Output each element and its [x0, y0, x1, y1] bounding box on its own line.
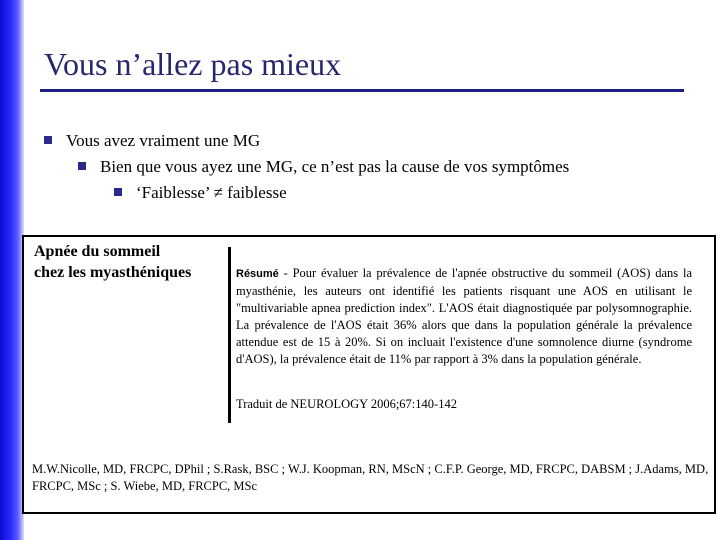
- authors-list: M.W.Nicolle, MD, FRCPC, DPhil ; S.Rask, BSC ; W.J. Koopman, RN, MScN ; C.F.P. George, MD, FRCPC, DABSM ; J.Adams, MD, FRCPC, MSc ; S. Wiebe, MD, FRCPC, MSc: [32, 462, 709, 493]
- bullet-square-icon: [114, 188, 122, 196]
- bullet-text: Vous avez vraiment une MG: [66, 131, 261, 150]
- bullet-text: Bien que vous ayez une MG, ce n’est pas la cause de vos symptômes: [100, 157, 570, 176]
- source-citation: Traduit de NEUROLOGY 2006;67:140-142: [236, 397, 457, 411]
- box-title: [34, 241, 191, 283]
- box-title-line: Apnée du sommeil: [34, 243, 161, 260]
- bullet-level-2: [78, 157, 569, 177]
- resume-label: Résumé: [236, 268, 279, 280]
- bullet-square-icon: [44, 136, 52, 144]
- abstract-text: [236, 265, 692, 368]
- vertical-divider: [228, 247, 231, 423]
- slide-side-bar: [0, 0, 24, 540]
- bullet-square-icon: [78, 162, 86, 170]
- bullet-text: ‘Faiblesse’ ≠ faiblesse: [136, 183, 287, 202]
- box-title-line: chez les myasthéniques: [34, 264, 192, 281]
- title-underline: [40, 89, 684, 92]
- abstract-box: [22, 235, 716, 514]
- bullet-level-3: [114, 183, 287, 203]
- abstract-body: - Pour évaluer la prévalence de l'apnée obstructive du sommeil (AOS) dans la myasthénie, les auteurs ont identifié les patients risquant une AOS en utilisant le "multivariable apnea prediction index". L'AOS était diagnostiquée par polysomnographie. La prévalence de l'AOS était 36% alors que dans la population générale la prévalence attendue est de 15 à 20%. Si on incluait l'existence d'une somnolence diurne (syndrome d'AOS), la prévalence était de 11% par rapport à 3% dans la population générale.: [236, 266, 692, 366]
- bullet-level-1: [44, 131, 260, 151]
- slide-title: Vous n’allez pas mieux: [44, 46, 342, 82]
